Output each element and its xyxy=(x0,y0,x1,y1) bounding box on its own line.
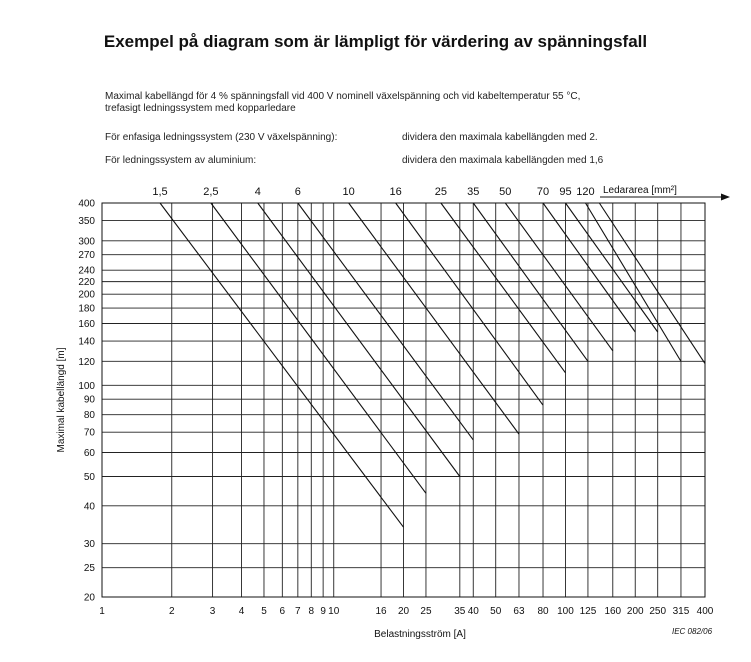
x-tick-label: 40 xyxy=(467,606,479,617)
x-tick-label: 5 xyxy=(261,606,267,617)
x-tick-labels xyxy=(99,606,714,617)
note-single-phase-label: För enfasiga ledningssystem (230 V växelspänning): xyxy=(105,132,338,143)
y-tick-label: 160 xyxy=(78,319,95,331)
y-tick-label: 300 xyxy=(78,236,95,248)
conductor-area-title: Ledararea [mm²] xyxy=(603,185,677,196)
conductor-area-label: 2,5 xyxy=(203,186,219,198)
series-line xyxy=(599,203,705,364)
y-tick-label: 60 xyxy=(83,448,95,460)
y-tick-label: 180 xyxy=(78,303,95,315)
x-tick-label: 63 xyxy=(513,606,525,617)
x-tick-label: 100 xyxy=(557,606,574,617)
y-axis-label: Maximal kabellängd [m] xyxy=(56,347,67,453)
x-tick-label: 160 xyxy=(604,606,622,617)
conductor-area-label: 10 xyxy=(342,186,355,198)
x-tick-label: 1 xyxy=(99,606,105,617)
y-tick-label: 30 xyxy=(83,539,95,551)
x-tick-label: 16 xyxy=(375,606,387,617)
conductor-area-labels xyxy=(152,186,594,198)
conductor-area-label: 95 xyxy=(559,186,572,198)
y-tick-labels xyxy=(78,199,95,604)
conductor-area-label: 1,5 xyxy=(152,186,168,198)
y-tick-label: 140 xyxy=(78,336,95,348)
y-tick-label: 270 xyxy=(78,250,95,262)
x-tick-label: 250 xyxy=(649,606,667,617)
description-line-1: Maximal kabellängd för 4 % spänningsfall vid 400 V nominell växelspänning och vid kabeltemperatur 55 °C, xyxy=(105,91,581,102)
description-line-2: trefasigt ledningssystem med kopparledare xyxy=(105,103,296,114)
conductor-area-label: 16 xyxy=(389,186,402,198)
y-tick-label: 90 xyxy=(83,394,95,406)
series-line xyxy=(543,203,635,332)
series-line xyxy=(160,203,403,527)
conductor-area-label: 4 xyxy=(254,186,261,198)
series-line xyxy=(211,203,426,493)
y-tick-label: 70 xyxy=(83,427,95,439)
x-tick-label: 7 xyxy=(295,606,301,617)
y-tick-label: 80 xyxy=(83,410,95,422)
x-tick-label: 200 xyxy=(626,606,644,617)
x-tick-label: 2 xyxy=(168,606,175,617)
y-tick-label: 100 xyxy=(78,380,95,392)
y-tick-label: 40 xyxy=(83,501,95,513)
y-tick-label: 240 xyxy=(78,265,95,277)
y-tick-label: 220 xyxy=(78,277,95,289)
conductor-area-label: 25 xyxy=(434,186,448,198)
x-tick-label: 10 xyxy=(328,606,340,617)
conductor-area-label: 35 xyxy=(467,186,480,198)
conductor-area-label: 6 xyxy=(294,186,301,198)
x-axis-label: Belastningsström [A] xyxy=(374,629,466,640)
note-aluminium-text: dividera den maximala kabellängden med 1,6 xyxy=(402,155,604,166)
page-title: Exempel på diagram som är lämpligt för värdering av spänningsfall xyxy=(103,32,648,51)
y-tick-label: 20 xyxy=(83,592,95,604)
x-tick-label: 125 xyxy=(579,606,597,617)
x-tick-label: 80 xyxy=(537,606,549,617)
series-line xyxy=(298,203,473,440)
x-tick-label: 8 xyxy=(308,606,315,617)
series-line xyxy=(396,203,543,405)
note-aluminium-label: För ledningssystem av aluminium: xyxy=(105,155,257,166)
x-tick-label: 50 xyxy=(490,606,502,617)
x-tick-label: 9 xyxy=(320,606,326,617)
y-tick-label: 200 xyxy=(78,289,95,301)
y-tick-label: 25 xyxy=(83,563,95,575)
y-tick-label: 50 xyxy=(83,471,95,483)
series-line xyxy=(473,203,588,361)
y-tick-label: 400 xyxy=(78,198,95,210)
x-tick-label: 25 xyxy=(420,606,432,617)
x-tick-label: 6 xyxy=(279,606,286,617)
x-tick-label: 315 xyxy=(672,606,690,617)
x-tick-label: 400 xyxy=(696,606,714,617)
series-line xyxy=(258,203,460,476)
conductor-area-label: 120 xyxy=(576,186,595,198)
conductor-area-label: 70 xyxy=(536,186,550,198)
conductor-area-label: 50 xyxy=(499,186,512,198)
source-reference: IEC 082/06 xyxy=(672,627,713,636)
note-single-phase-text: dividera den maximala kabellängden med 2. xyxy=(402,132,598,143)
conductor-area-arrow-head xyxy=(721,194,730,201)
x-tick-label: 4 xyxy=(238,606,245,617)
x-tick-label: 20 xyxy=(397,606,410,617)
x-tick-label: 35 xyxy=(454,606,466,617)
y-tick-label: 350 xyxy=(78,216,95,228)
x-tick-label: 3 xyxy=(209,606,216,617)
y-tick-label: 120 xyxy=(78,356,95,368)
